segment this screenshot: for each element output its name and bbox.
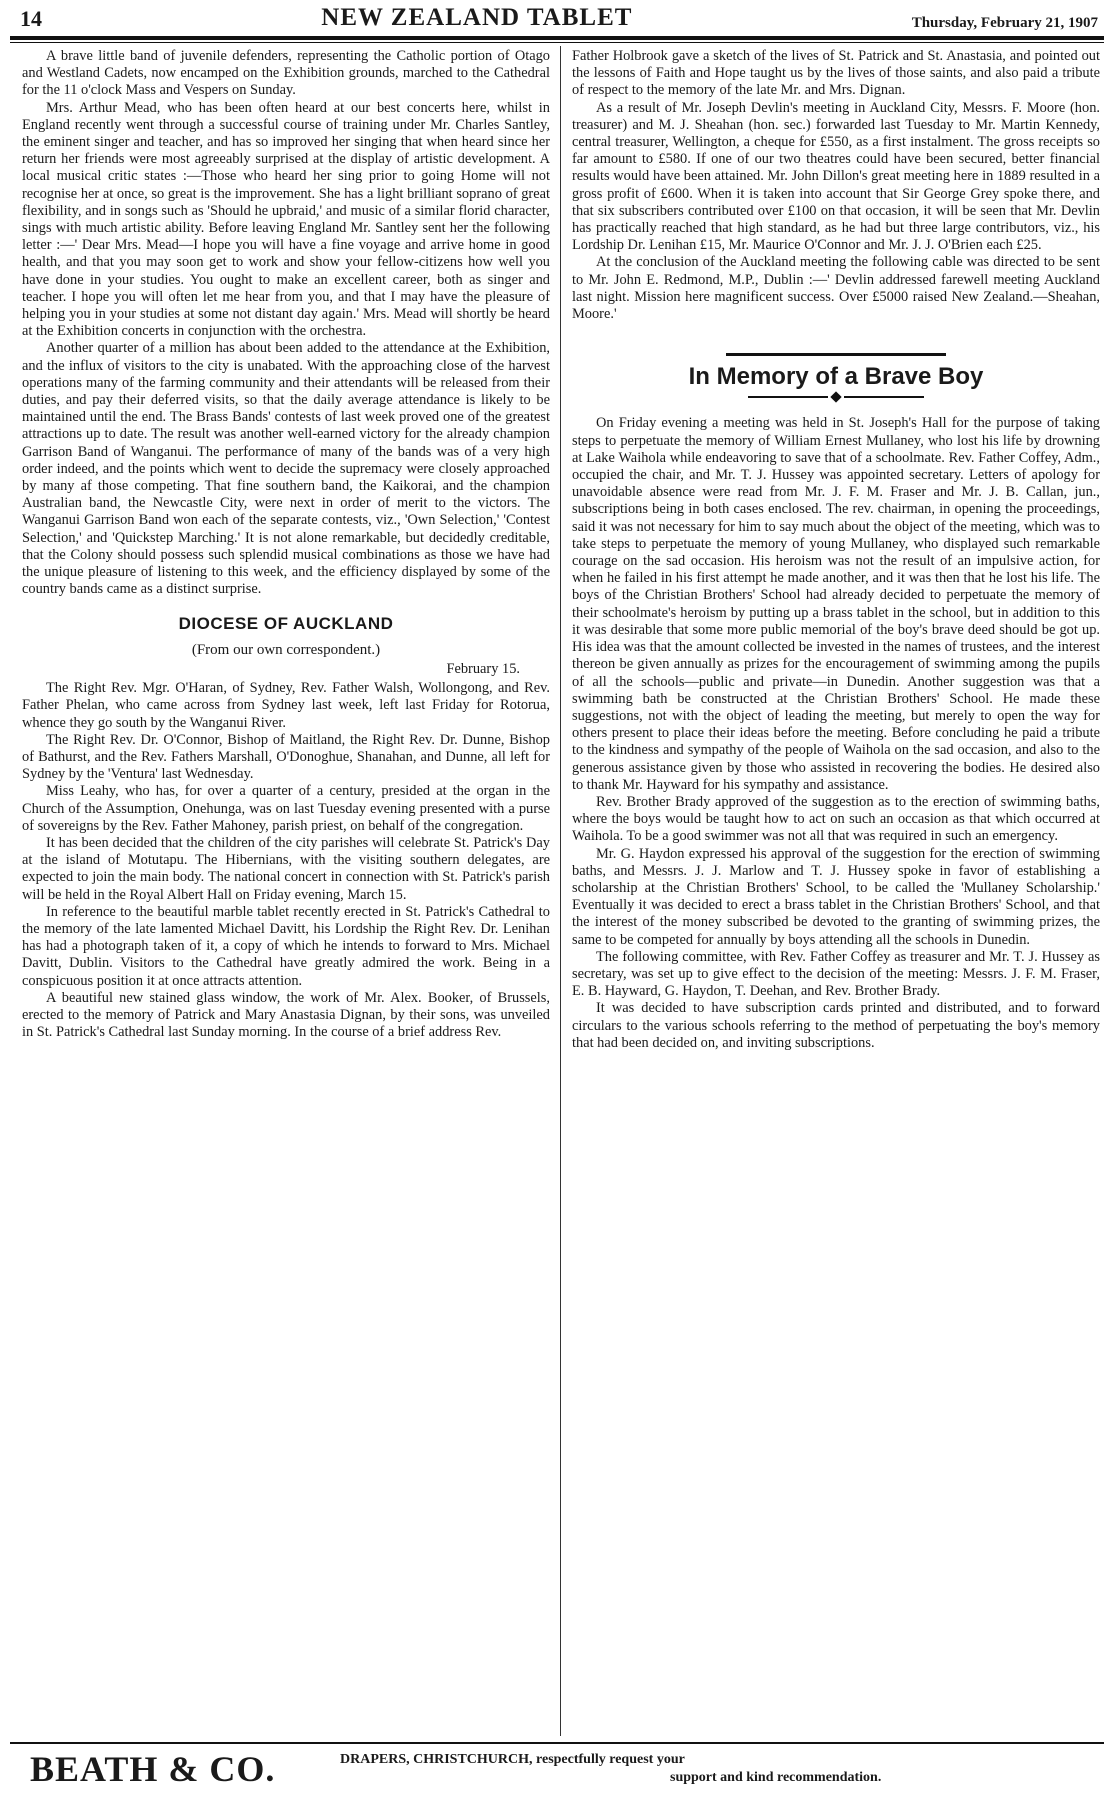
ornament-divider <box>572 393 1100 401</box>
issue-date: Thursday, February 21, 1907 <box>911 15 1098 31</box>
article-paragraph: It has been decided that the children of the city parishes will celebrate St. Patrick's Day at the island of Motutapu. The Hibernians, with the visiting southern delegates, are expected to join the main body. The national concert in connection with St. Patrick's parish will be held in the Royal Albert Hall on Friday evening, March 15. <box>22 834 550 903</box>
diamond-icon <box>830 392 841 403</box>
newspaper-title: NEW ZEALAND TABLET <box>321 4 633 31</box>
advertiser-tagline-1: DRAPERS, CHRISTCHURCH, respectfully request your <box>340 1752 685 1767</box>
article-paragraph: Mrs. Arthur Mead, who has been often heard at our best concerts here, whilst in England recently went through a successful course of training under Mr. Charles Santley, the eminent singer and teacher, and has so improved her singing that when heard since her return her friends were most agreeably surprised at the display of artistic development. A local musical critic states :—Those who heard her sing prior to going Home will not recognise her at once, so great is the improvement. She has a light brilliant soprano of great flexibility, and in songs such as 'Should he upbraid,' and music of a similar florid character, sings with much artistic ability. Before leaving England Mr. Santley sent her the following letter :—' Dear Mrs. Mead—I hope you will have a fine voyage and arrive home in good health, and that you may soon get to work and show your fellow-citizens how well you have done in your studies. You ought to make an excellent career, both as singer and teacher. I hope you will often let me hear from you, and that I may have the pleasure of helping you in your studies at some not distant day again.' Mrs. Mead will shortly be heard at the Exhibition concerts in conjunction with the orchestra. <box>22 99 550 340</box>
diocese-heading: DIOCESE OF AUCKLAND <box>178 613 394 633</box>
page-number: 14 <box>20 6 42 31</box>
article-paragraph: At the conclusion of the Auckland meeting the following cable was directed to be sent to Mr. John E. Redmond, M.P., Dublin :—' Devlin addressed farewell meeting Auckland last night. Mission here magnificent success. Over £5000 raised New Zealand.—Sheahan, Moore.' <box>572 254 1100 323</box>
right-column <box>572 48 1100 1740</box>
ornament-line <box>748 396 828 398</box>
dateline: February 15. <box>446 660 520 677</box>
article-paragraph: The following committee, with Rev. Father Coffey as treasurer and Mr. T. J. Hussey as secretary, was set up to give effect to the decision of the meeting: Messrs. J. F. M. Fraser, E. B. Hayward, G. Haydon, T. Deehan, and Rev. Brother Brady. <box>572 948 1100 1000</box>
footer-rule <box>10 1742 1104 1744</box>
article-paragraph: As a result of Mr. Joseph Devlin's meeting in Auckland City, Messrs. F. Moore (hon. treasurer) and M. J. Sheahan (hon. sec.) forwarded last Tuesday to Mr. Martin Kennedy, central treasurer, Wellington, a cheque for £550, as a first instalment. The gross receipts so far amount to £580. If one of our two theatres could have been secured, better financial results would have been attained. Mr. John Dillon's great meeting here in 1889 resulted in a gross profit of £600. When it is taken into account that Sir George Grey spoke there, and that six subscribers contributed over £100 on that occasion, it will be seen that Mr. Devlin has practically reached that high standard, as he had but three large contributors, viz., his Lordship Dr. Lenihan £15, Mr. Maurice O'Connor and Mr. J. J. O'Brien each £25. <box>572 99 1100 254</box>
correspondent-line: (From our own correspondent.) <box>191 641 381 658</box>
memory-heading: In Memory of a Brave Boy <box>688 363 984 391</box>
article-paragraph: A brave little band of juvenile defenders, representing the Catholic portion of Otago and Westland Cadets, now encamped on the Exhibition grounds, marched to the Cathedral for the 11 o'clock Mass and Vespers on Sunday. <box>22 48 550 99</box>
masthead-rule-thick <box>10 36 1104 40</box>
column-divider <box>560 46 561 1736</box>
article-paragraph: It was decided to have subscription cards printed and distributed, and to forward circulars to the various schools referring to the method of perpetuating the boy's memory that had been decided on, and inviting subscriptions. <box>572 1000 1100 1051</box>
left-column <box>22 48 550 1740</box>
article-paragraph: Mr. G. Haydon expressed his approval of the suggestion for the erection of swimming baths, and Messrs. J. J. Marlow and T. J. Hussey spoke in favor of establishing a scholarship at the Christian Brothers' School, to be called the 'Mullaney Scholarship.' Eventually it was decided to erect a brass tablet in the Christian Brothers' School, and that the interest of the money subscribed be devoted to the granting of swimming prizes, the same to be competed for annually by boys attending all the schools in Dunedin. <box>572 845 1100 948</box>
masthead-rule-thin <box>10 42 1104 43</box>
article-paragraph: A beautiful new stained glass window, the work of Mr. Alex. Booker, of Brussels, erected to the memory of Patrick and Mary Anastasia Dignan, by their sons, was unveiled in St. Patrick's Cathedral last Sunday morning. In the course of a brief address Rev. <box>22 989 550 1041</box>
masthead <box>20 6 1098 32</box>
section-separator-rule <box>726 353 946 356</box>
advertiser-tagline-2: support and kind recommendation. <box>670 1770 882 1785</box>
article-paragraph: Miss Leahy, who has, for over a quarter of a century, presided at the organ in the Church of the Assumption, Onehunga, was on last Tuesday evening presented with a purse of sovereigns by the Rev. Father Mahoney, parish priest, on behalf of the congregation. <box>22 783 550 834</box>
article-paragraph: The Right Rev. Mgr. O'Haran, of Sydney, Rev. Father Walsh, Wollongong, and Rev. Father Phelan, who came across from Sydney last week, left last Friday for Rotorua, whence they go south by the Wanganui River. <box>22 680 550 731</box>
article-paragraph: In reference to the beautiful marble tablet recently erected in St. Patrick's Cathedral to the memory of the late lamented Michael Davitt, his Lordship the Right Rev. Dr. Lenihan has had a photograph taken of it, a copy of which he intends to forward to Mrs. Michael Davitt, Dublin. Visitors to the Cathedral have greatly admired the work. Being in a conspicuous position it at once attracts attention. <box>22 903 550 989</box>
article-paragraph: Rev. Brother Brady approved of the suggestion as to the erection of swimming baths, where the boys would be taught how to act on such an occasion as that which occurred at Waihola. To be a good swimmer was not all that was required in such an emergency. <box>572 793 1100 845</box>
article-paragraph: Another quarter of a million has about been added to the attendance at the Exhibition, and the influx of visitors to the city is unabated. With the approaching close of the harvest operations many of the farming community and their attendants will be released from their duties, and pay their deferred visits, so that the daily average attendance is likely to be maintained until the end. The Brass Bands' contests of last week proved one of the greatest attractions up to date. The result was another well-earned victory for the already champion Garrison Band of Wanganui. The performance of many of the bands was of a very high order indeed, and the points which went to decide the supremacy were closely approached by many af those competing. That fine southern band, the Kaikorai, and the champion Australian band, the Newcastle City, were next in order of merit to the victors. The Wanganui Garrison Band won each of the separate contests, viz., 'Own Selection,' 'Contest Selection,' and 'Quickstep Marching.' It is not alone remarkable, but decidedly creditable, that the Colony should possess such splendid musical combinations as those we have had the unique pleasure of listening to this week, and the efficiency displayed by some of the country bands came as a distinct surprise. <box>22 340 550 598</box>
article-paragraph: Father Holbrook gave a sketch of the lives of St. Patrick and St. Anastasia, and pointed out the lessons of Faith and Hope taught us by the lives of those saints, and also paid a tribute of respect to the memory of the late Mr. and Mrs. Dignan. <box>572 48 1100 99</box>
article-paragraph: The Right Rev. Dr. O'Connor, Bishop of Maitland, the Right Rev. Dr. Dunne, Bishop of Bathurst, and the Rev. Fathers Marshall, O'Donoghue, Shanahan, and Dunne, all left for Sydney by the 'Ventura' last Wednesday. <box>22 731 550 783</box>
article-paragraph: On Friday evening a meeting was held in St. Joseph's Hall for the purpose of taking steps to perpetuate the memory of William Ernest Mullaney, who lost his life by drowning at Lake Waihola while endeavoring to save that of a schoolmate. Rev. Father Coffey, Adm., occupied the chair, and Mr. T. J. Hussey was appointed secretary. Letters of apology for unavoidable absence were read from Mr. J. F. M. Fraser and Mr. J. B. Callan, jun., subscriptions being in both cases enclosed. The rev. chairman, in opening the proceedings, said it was not necessary for him to say much about the object of the meeting, which was to take steps to perpetuate the memory of young Mullaney, who displayed such remarkable courage on the sad occasion. His heroism was not the result of an impulsive action, for when he failed in his first attempt he made another, and it was then that he lost his life. The boys of the Christian Brothers' School had already decided to perpetuate the memory of their schoolmate's heroism by putting up a brass tablet in the school, but in addition to this it was desirable that some more public memorial of the boy's brave deed should be got up. His idea was that the amount collected be invested in the names of trustees, and the interest thereon be given annually as prizes for the encouragement of swimming among the pupils of all the schools—public and private—in Dunedin. Another suggestion was that a swimming bath be constructed at the Christian Brothers' School. He made these suggestions, not with the object of leading the meeting, but merely to open the way for others present to place their ideas before the meeting. Before concluding he paid a tribute to the kindness and sympathy of the people of Waihola on the sad occasion, and also to the generous assistance given by those who assisted in recovering the bodies. He desired also to thank Mr. Hayward for his sympathy and assistance. <box>572 415 1100 793</box>
advertiser-name: BEATH & CO. <box>30 1749 276 1789</box>
ornament-line <box>844 396 924 398</box>
advertisement-footer <box>30 1748 1090 1790</box>
